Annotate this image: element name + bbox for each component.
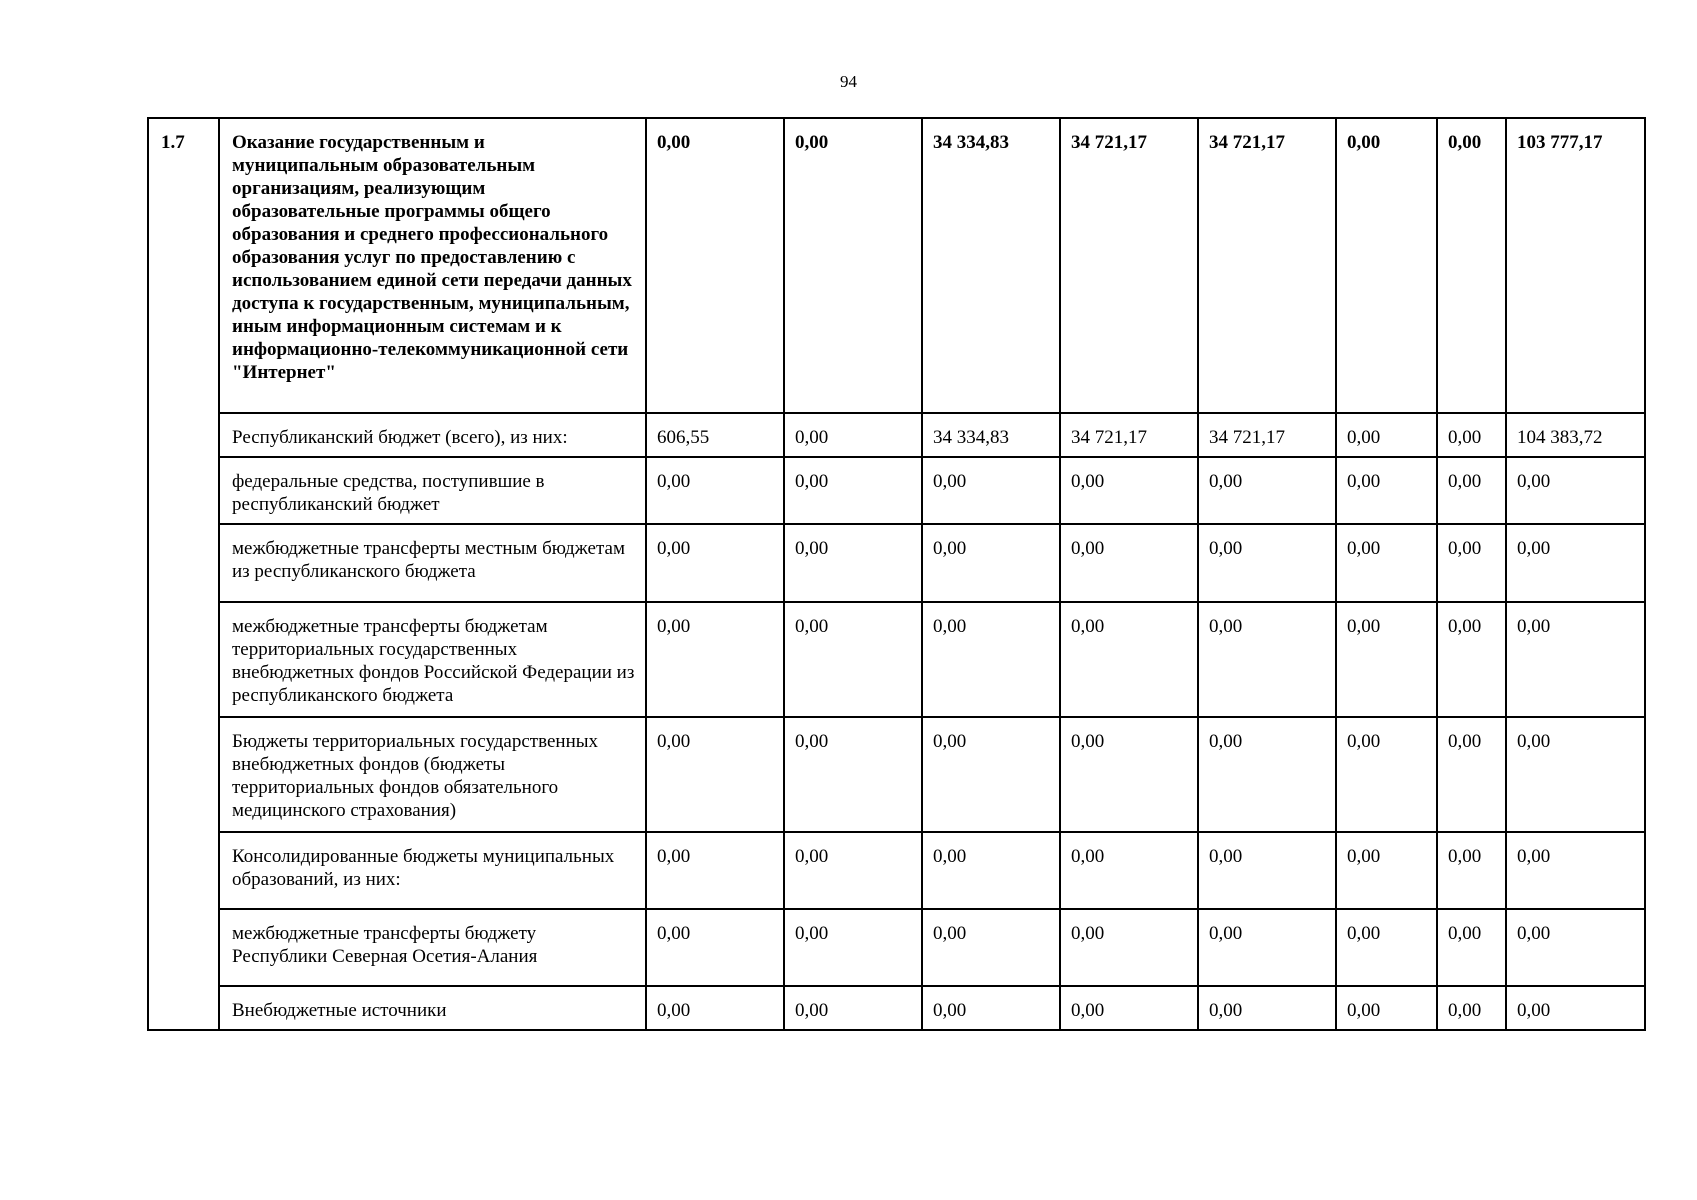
value-cell: 34 721,17 xyxy=(1198,118,1336,413)
value-cell: 0,00 xyxy=(646,118,784,413)
value-cell: 34 721,17 xyxy=(1198,413,1336,457)
value-cell: 0,00 xyxy=(1198,717,1336,832)
value-cell: 0,00 xyxy=(1336,602,1437,717)
row-label: Консолидированные бюджеты муниципальных образований, из них: xyxy=(219,832,646,909)
table-row xyxy=(148,118,1645,413)
table-row xyxy=(148,457,1645,524)
row-label: федеральные средства, поступившие в республиканский бюджет xyxy=(219,457,646,524)
value-cell: 0,00 xyxy=(646,832,784,909)
table-row xyxy=(148,524,1645,602)
value-cell: 0,00 xyxy=(1437,986,1506,1030)
row-label: Бюджеты территориальных государственных внебюджетных фондов (бюджеты территориальных фондов обязательного медицинского страхования) xyxy=(219,717,646,832)
value-cell: 0,00 xyxy=(1198,986,1336,1030)
value-cell: 0,00 xyxy=(1336,118,1437,413)
value-cell: 0,00 xyxy=(1198,832,1336,909)
value-cell: 34 721,17 xyxy=(1060,118,1198,413)
value-cell: 0,00 xyxy=(1437,524,1506,602)
row-label: межбюджетные трансферты местным бюджетам из республиканского бюджета xyxy=(219,524,646,602)
table-row xyxy=(148,413,1645,457)
value-cell: 0,00 xyxy=(784,717,922,832)
budget-table xyxy=(147,117,1646,1031)
total-cell: 104 383,72 xyxy=(1506,413,1645,457)
value-cell: 0,00 xyxy=(1336,832,1437,909)
total-cell: 0,00 xyxy=(1506,986,1645,1030)
value-cell: 0,00 xyxy=(1060,717,1198,832)
value-cell: 0,00 xyxy=(1198,909,1336,986)
value-cell: 0,00 xyxy=(922,986,1060,1030)
value-cell: 0,00 xyxy=(646,524,784,602)
value-cell: 0,00 xyxy=(646,457,784,524)
total-cell: 0,00 xyxy=(1506,524,1645,602)
total-cell: 0,00 xyxy=(1506,602,1645,717)
value-cell: 34 334,83 xyxy=(922,413,1060,457)
value-cell: 0,00 xyxy=(1437,602,1506,717)
item-number-cell: 1.7 xyxy=(148,118,219,1030)
row-label: Оказание государственным и муниципальным образовательным организациям, реализующим образовательные программы общего образования и среднего профессионального образования услуг по предоставлению с использованием единой сети передачи данных доступа к государственным, муниципальным, иным информационным системам и к информационно-телекоммуникационной сети "Интернет" xyxy=(219,118,646,413)
page-number: 94 xyxy=(840,72,857,91)
value-cell: 0,00 xyxy=(1060,602,1198,717)
value-cell: 0,00 xyxy=(1060,986,1198,1030)
table-row xyxy=(148,717,1645,832)
value-cell: 0,00 xyxy=(1060,457,1198,524)
total-cell: 0,00 xyxy=(1506,909,1645,986)
value-cell: 0,00 xyxy=(784,986,922,1030)
value-cell: 34 334,83 xyxy=(922,118,1060,413)
row-label: Республиканский бюджет (всего), из них: xyxy=(219,413,646,457)
value-cell: 0,00 xyxy=(922,909,1060,986)
value-cell: 0,00 xyxy=(922,524,1060,602)
value-cell: 0,00 xyxy=(1336,909,1437,986)
value-cell: 0,00 xyxy=(784,413,922,457)
total-cell: 0,00 xyxy=(1506,832,1645,909)
value-cell: 0,00 xyxy=(922,717,1060,832)
value-cell: 0,00 xyxy=(784,909,922,986)
value-cell: 0,00 xyxy=(1437,413,1506,457)
value-cell: 0,00 xyxy=(784,524,922,602)
value-cell: 0,00 xyxy=(922,457,1060,524)
row-label: межбюджетные трансферты бюджету Республики Северная Осетия-Алания xyxy=(219,909,646,986)
value-cell: 0,00 xyxy=(1198,602,1336,717)
value-cell: 0,00 xyxy=(1060,832,1198,909)
value-cell: 0,00 xyxy=(646,602,784,717)
table-row xyxy=(148,909,1645,986)
value-cell: 0,00 xyxy=(646,717,784,832)
value-cell: 0,00 xyxy=(646,986,784,1030)
value-cell: 0,00 xyxy=(1437,457,1506,524)
value-cell: 0,00 xyxy=(784,457,922,524)
value-cell: 0,00 xyxy=(1336,986,1437,1030)
value-cell: 0,00 xyxy=(1437,909,1506,986)
total-cell: 0,00 xyxy=(1506,717,1645,832)
value-cell: 606,55 xyxy=(646,413,784,457)
value-cell: 0,00 xyxy=(784,832,922,909)
table-row xyxy=(148,832,1645,909)
value-cell: 0,00 xyxy=(1336,457,1437,524)
value-cell: 0,00 xyxy=(1437,118,1506,413)
row-label: межбюджетные трансферты бюджетам территориальных государственных внебюджетных фондов Российской Федерации из республиканского бюджета xyxy=(219,602,646,717)
value-cell: 0,00 xyxy=(1336,717,1437,832)
value-cell: 0,00 xyxy=(784,602,922,717)
total-cell: 103 777,17 xyxy=(1506,118,1645,413)
table-row xyxy=(148,602,1645,717)
value-cell: 34 721,17 xyxy=(1060,413,1198,457)
row-label: Внебюджетные источники xyxy=(219,986,646,1030)
value-cell: 0,00 xyxy=(1437,717,1506,832)
value-cell: 0,00 xyxy=(922,602,1060,717)
total-cell: 0,00 xyxy=(1506,457,1645,524)
value-cell: 0,00 xyxy=(1336,524,1437,602)
value-cell: 0,00 xyxy=(1336,413,1437,457)
value-cell: 0,00 xyxy=(1060,524,1198,602)
value-cell: 0,00 xyxy=(922,832,1060,909)
value-cell: 0,00 xyxy=(784,118,922,413)
value-cell: 0,00 xyxy=(1198,524,1336,602)
value-cell: 0,00 xyxy=(1437,832,1506,909)
value-cell: 0,00 xyxy=(1198,457,1336,524)
value-cell: 0,00 xyxy=(1060,909,1198,986)
table-row xyxy=(148,986,1645,1030)
value-cell: 0,00 xyxy=(646,909,784,986)
